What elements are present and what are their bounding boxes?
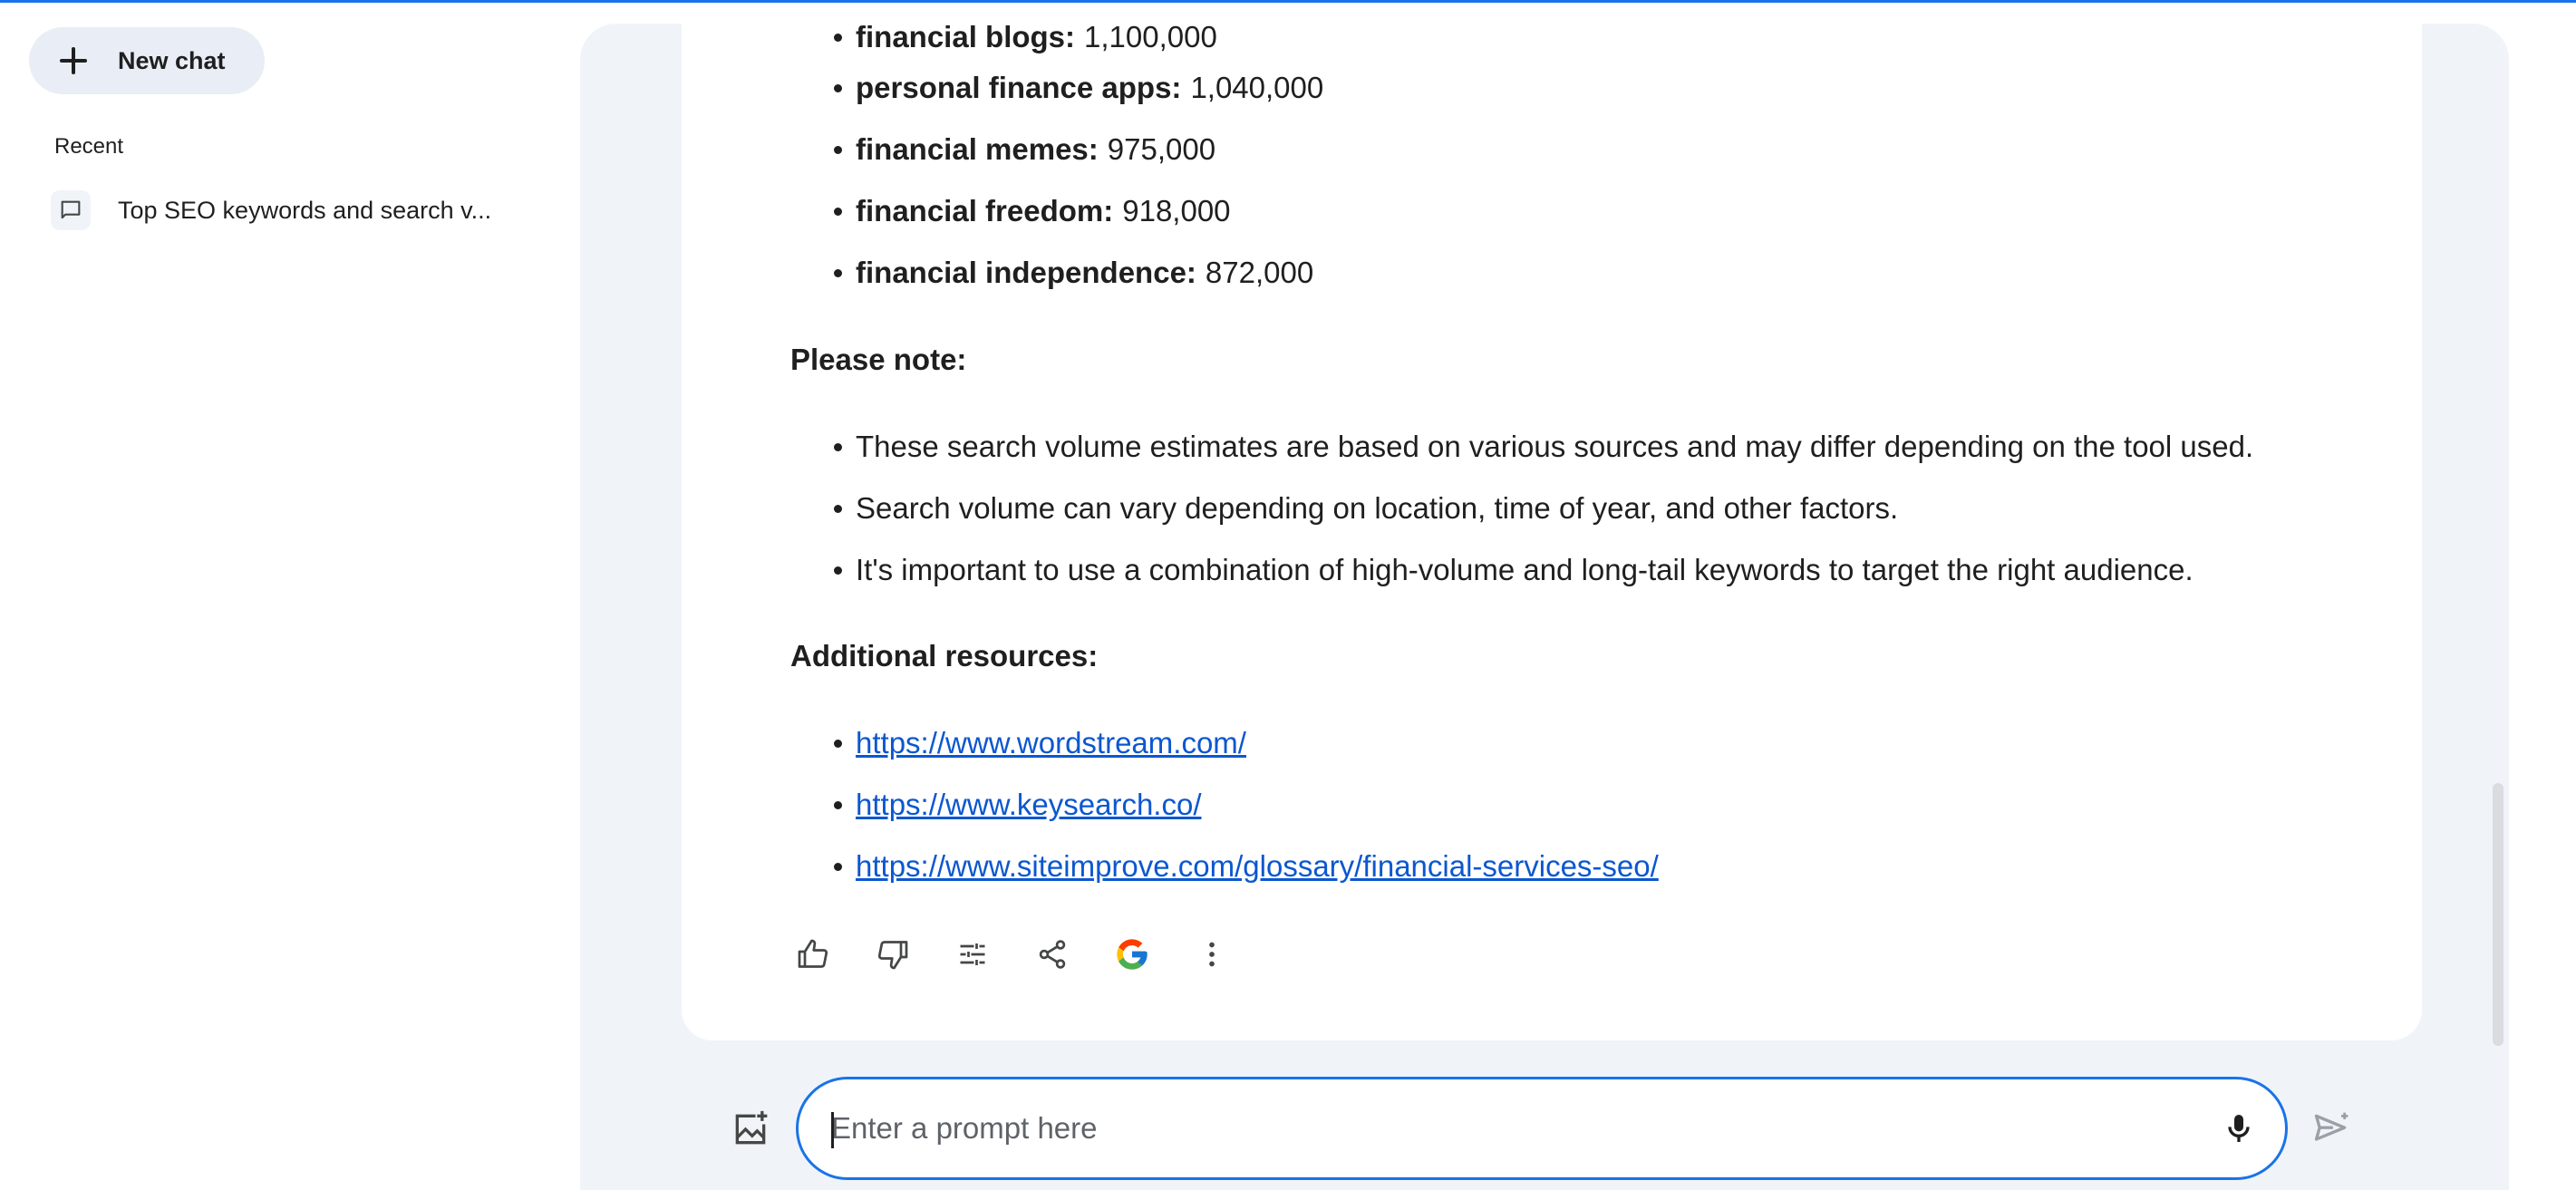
- keyword-name: financial independence:: [856, 256, 1196, 289]
- recent-chat-item[interactable]: [51, 182, 540, 238]
- microphone-icon[interactable]: [2216, 1106, 2261, 1151]
- resource-item: [856, 724, 1246, 763]
- note-item: [856, 428, 2253, 467]
- note-heading: Please note:: [790, 343, 967, 376]
- recent-chat-label: Top SEO keywords and search v...: [118, 196, 492, 224]
- chat-bubble-icon: [51, 190, 91, 230]
- resource-item: [856, 786, 1201, 825]
- keyword-item: [856, 254, 1313, 293]
- keyword-volume: 1,040,000: [1190, 71, 1324, 104]
- sidebar: [0, 3, 580, 1190]
- recent-heading: Recent: [54, 134, 124, 159]
- more-vert-icon[interactable]: [1189, 932, 1235, 977]
- resource-link[interactable]: https://www.wordstream.com/: [856, 726, 1246, 759]
- keyword-volume: 918,000: [1122, 194, 1231, 227]
- thumbs-down-icon[interactable]: [870, 932, 915, 977]
- note-text: Search volume can vary depending on location, time of year, and other factors.: [856, 491, 1899, 525]
- resource-link[interactable]: https://www.keysearch.co/: [856, 788, 1202, 821]
- note-item: [856, 551, 2193, 590]
- keyword-name: personal finance apps:: [856, 71, 1182, 104]
- note-text: It's important to use a combination of high-volume and long-tail keywords to target the right audience.: [856, 553, 2193, 586]
- response-actions: [790, 932, 1269, 977]
- new-chat-button[interactable]: [29, 27, 265, 94]
- new-chat-label: New chat: [118, 46, 226, 74]
- scrollbar-thumb[interactable]: [2493, 783, 2503, 1046]
- keyword-item: [856, 69, 1323, 108]
- modify-response-icon[interactable]: [950, 932, 995, 977]
- google-icon[interactable]: [1109, 932, 1155, 977]
- add-image-icon[interactable]: [729, 1108, 772, 1151]
- keyword-item: [856, 131, 1215, 169]
- keyword-item: [856, 18, 1217, 57]
- resources-heading: Additional resources:: [790, 639, 1099, 672]
- note-item: [856, 489, 1898, 528]
- keyword-item: [856, 192, 1231, 231]
- resource-item: [856, 847, 1659, 886]
- note-text: These search volume estimates are based on various sources and may differ depending on the tool used.: [856, 430, 2254, 463]
- send-icon[interactable]: [2310, 1108, 2353, 1151]
- response-card: [682, 5, 2422, 1040]
- scrollbar[interactable]: [2489, 24, 2507, 1190]
- share-icon[interactable]: [1030, 932, 1075, 977]
- keyword-name: financial blogs:: [856, 20, 1076, 53]
- keyword-volume: 1,100,000: [1084, 20, 1217, 53]
- keyword-name: financial freedom:: [856, 194, 1114, 227]
- prompt-input[interactable]: [831, 1079, 2173, 1177]
- keyword-volume: 872,000: [1205, 256, 1314, 289]
- keyword-volume: 975,000: [1107, 132, 1216, 166]
- prompt-box: [796, 1077, 2288, 1180]
- thumbs-up-icon[interactable]: [790, 932, 836, 977]
- resource-link[interactable]: https://www.siteimprove.com/glossary/financial-services-seo/: [856, 849, 1659, 883]
- keyword-name: financial memes:: [856, 132, 1099, 166]
- plus-icon: [56, 44, 91, 78]
- main-panel: [580, 20, 2509, 1190]
- text-caret: [831, 1112, 834, 1148]
